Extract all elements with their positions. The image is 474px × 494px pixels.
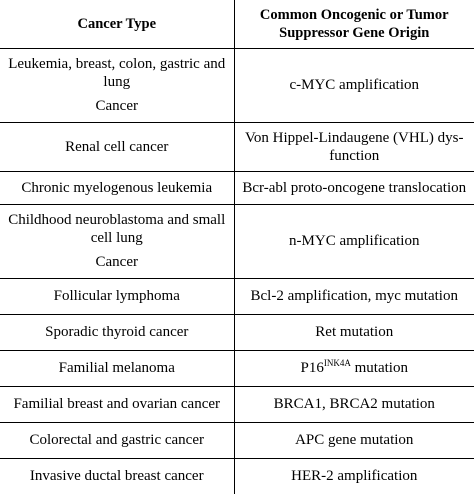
gene-origin-cell: Bcr-abl proto-oncogene translocation <box>234 171 474 204</box>
cancer-type-cell: Renal cell cancer <box>0 122 234 171</box>
header-gene-origin: Common Oncogenic or Tumor Suppressor Gene Origin <box>234 0 474 48</box>
cancer-type-cell: Familial breast and ovarian cancer <box>0 386 234 422</box>
cancer-type-cell: Sporadic thyroid cancer <box>0 314 234 350</box>
superscript-ink4a: INK4A <box>323 358 351 368</box>
cancer-type-cell: Familial melanoma <box>0 350 234 386</box>
cancer-type-cell: Invasive ductal breast cancer <box>0 458 234 494</box>
table-row <box>0 122 474 171</box>
gene-origin-cell: $P16^{INK4A}$ mutation <box>234 350 474 386</box>
cancer-type-cell: Follicular lymphoma <box>0 278 234 314</box>
cancer-type-cell: Chronic myelogenous leukemia <box>0 171 234 204</box>
gene-origin-cell: BRCA1, BRCA2 mutation <box>234 386 474 422</box>
cancer-type-cell: Colorectal and gastric cancer <box>0 422 234 458</box>
gene-origin-cell: HER-2 amplification <box>291 468 418 485</box>
gene-origin-cell: APC gene mutation <box>234 422 474 458</box>
header-cancer-type: Cancer Type <box>0 0 234 48</box>
cancer-type-cell: Childhood neuroblastoma and small cell lung Cancer <box>0 204 234 278</box>
gene-origin-cell: Ret mutation <box>234 314 474 350</box>
table-row <box>0 422 474 458</box>
table-header-row <box>0 0 474 48</box>
table-row <box>0 48 474 122</box>
cancer-type-cell: Leukemia, breast, colon, gastric and lung Cancer <box>0 48 234 122</box>
table-row <box>0 171 474 204</box>
gene-origin-cell: Bcl-2 amplification, myc mutation <box>234 278 474 314</box>
table-row <box>0 350 474 386</box>
table-row <box>0 204 474 278</box>
gene-origin-cell: Von Hippel-Lindaugene (VHL) dys- function <box>234 122 474 171</box>
gene-origin-cell: c-MYC amplification <box>234 48 474 122</box>
table-row <box>0 386 474 422</box>
table-row <box>0 278 474 314</box>
table-row <box>0 314 474 350</box>
gene-origin-cell: n-MYC amplification <box>234 204 474 278</box>
